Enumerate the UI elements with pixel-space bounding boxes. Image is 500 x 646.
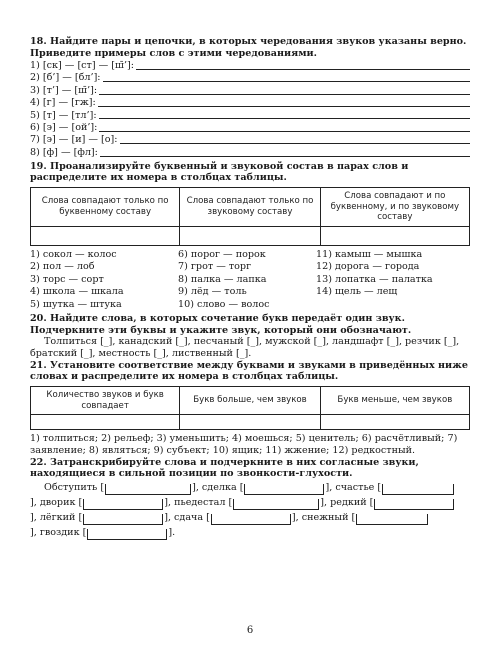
answer-line[interactable] <box>30 72 470 84</box>
word-text: ], снежный [ <box>291 511 356 523</box>
word-pair: 6) порог — порок <box>178 248 266 260</box>
word-text: ], дворик [ <box>30 496 83 508</box>
pair-label: 5) [т] — [тл’]: <box>30 109 97 121</box>
word-pair: 2) пол — лоб <box>30 261 95 273</box>
column-header: Букв меньше, чем звуков <box>320 387 469 415</box>
task-21-table <box>30 386 470 430</box>
word-pair: 4) школа — шкала <box>30 286 124 298</box>
transcription-box[interactable] <box>374 499 454 510</box>
task-18-lines <box>30 59 470 158</box>
answer-line[interactable] <box>30 109 470 121</box>
pair-label: 6) [э] — [ой’]: <box>30 122 98 134</box>
word-pair: 5) шутка — штука <box>30 298 122 310</box>
word-text: ], гвоздик [ <box>30 526 87 538</box>
task-22-title: 22. Затранскрибируйте слова и подчеркните в них согласные звуки, находящиеся в сильной позиции по звонкости-глухости. <box>30 456 419 480</box>
column-header: Слова совпадают только по звуковому составу <box>180 187 320 226</box>
answer-cell[interactable] <box>31 226 180 245</box>
word-text: ], сдача [ <box>164 511 210 523</box>
transcription-box[interactable] <box>83 514 163 525</box>
pair-label: 8) [ф] — [фл]: <box>30 146 98 158</box>
column-header: Слова совпадают и по буквенному, и по звуковому составу <box>320 187 469 226</box>
answer-line[interactable] <box>30 97 470 109</box>
column-header: Количество звуков и букв совпадает <box>31 387 180 415</box>
word-text: ], счастье [ <box>325 481 382 493</box>
answer-line[interactable] <box>30 146 470 158</box>
transcription-box[interactable] <box>244 484 324 495</box>
word-pair: 9) лёд — толь <box>178 286 247 298</box>
transcription-box[interactable] <box>382 484 454 495</box>
pair-label: 4) [г] — [гж]: <box>30 97 96 109</box>
worksheet-page <box>30 36 470 540</box>
task-20-words: Толпиться [_], канадский [_], песчаный [_], мужской [_], ландшафт [_], резчик [_], братский [_], местность [_], лиственный [_]. <box>30 336 460 359</box>
page-number: 6 <box>246 625 254 636</box>
answer-cell[interactable] <box>320 226 469 245</box>
pair-label: 1) [ск] — [ст] — [ш̄’]: <box>30 60 134 72</box>
word-pair: 7) грот — торг <box>178 261 252 273</box>
task-19-table <box>30 187 470 246</box>
task-21-words: 1) толпиться; 2) рельеф; 3) уменьшить; 4) моешься; 5) ценитель; 6) расчётливый; 7) заявление; 8) являться; 9) субъект; 10) ящик; 11) жжение; 12) редкостный. <box>30 433 458 456</box>
transcription-box[interactable] <box>211 514 291 525</box>
pair-label: 7) [э] — [и] — [о]: <box>30 134 118 146</box>
word-pair: 10) слово — волос <box>178 298 270 310</box>
task-20-title: 20. Найдите слова, в которых сочетание букв передаёт один звук. Подчеркните эти буквы и укажите звук, который они обозначают. <box>30 312 412 336</box>
pair-label: 3) [т’] — [ш̄’]: <box>30 84 98 96</box>
task-18-title: 18. Найдите пары и цепочки, в которых чередования звуков указаны верно. Приведите примеры слов с этими чередованиями. <box>30 36 467 59</box>
word-pair: 3) торс — сорт <box>30 273 104 285</box>
answer-line[interactable] <box>30 84 470 96</box>
answer-cell[interactable] <box>31 415 180 430</box>
word-pair: 14) щель — лещ <box>316 286 398 298</box>
word-pair: 11) камыш — мышка <box>316 248 423 260</box>
word-text: ]. <box>168 526 176 538</box>
task-21-title: 21. Установите соответствие между буквами и звуками в приведённых ниже словах и распределите их номера в столбцах таблицы. <box>30 359 468 383</box>
word-text: ], редкий [ <box>320 496 374 508</box>
word-pair: 13) лопатка — палатка <box>316 273 433 285</box>
pair-label: 2) [б’] — [бл’]: <box>30 72 101 84</box>
task-22-words <box>30 480 470 540</box>
word-text: Обступить [ <box>44 481 105 493</box>
transcription-box[interactable] <box>233 499 319 510</box>
word-text: ], пьедестал [ <box>164 496 233 508</box>
word-text: ], лёгкий [ <box>30 511 83 523</box>
word-pair: 1) сокол — колос <box>30 248 117 260</box>
transcription-box[interactable] <box>87 529 167 540</box>
answer-line[interactable] <box>30 59 470 71</box>
word-text: ], сделка [ <box>192 481 244 493</box>
answer-cell[interactable] <box>180 226 320 245</box>
column-header: Букв больше, чем звуков <box>180 387 320 415</box>
answer-line[interactable] <box>30 134 470 146</box>
task-19-title: 19. Проанализируйте буквенный и звуковой состав в парах слов и распределите их номера в столбцах таблицы. <box>30 160 409 184</box>
transcription-box[interactable] <box>105 484 191 495</box>
task-19-word-pairs <box>30 249 470 311</box>
answer-cell[interactable] <box>180 415 320 430</box>
transcription-box[interactable] <box>83 499 163 510</box>
answer-line[interactable] <box>30 121 470 133</box>
transcription-box[interactable] <box>356 514 428 525</box>
column-header: Слова совпадают только по буквенному составу <box>31 187 180 226</box>
answer-cell[interactable] <box>320 415 469 430</box>
word-pair: 12) дорога — города <box>316 261 420 273</box>
word-pair: 8) палка — лапка <box>178 273 267 285</box>
